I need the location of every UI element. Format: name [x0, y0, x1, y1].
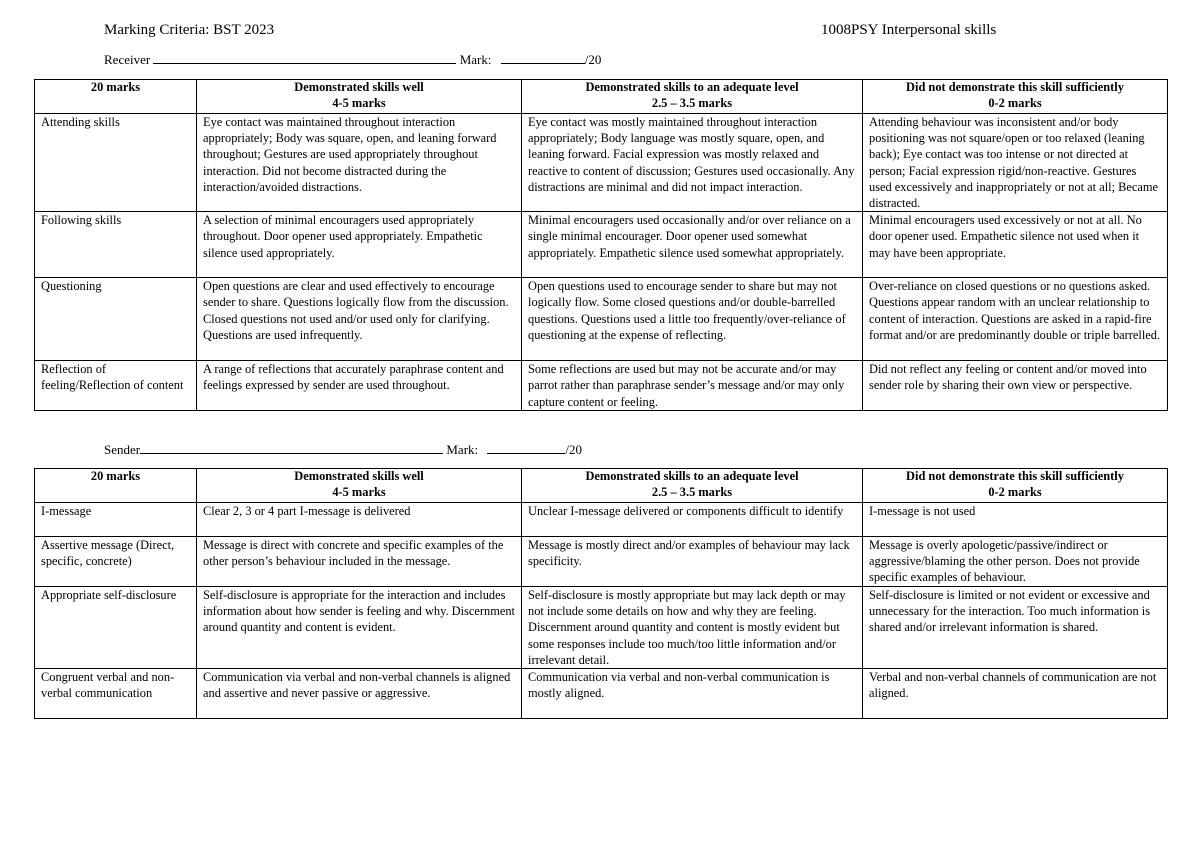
sender-mark-label: Mark: — [446, 442, 479, 457]
skill-cell: Appropriate self-disclosure — [35, 587, 197, 669]
adequate-cell: Some reflections are used but may not be accurate and/or may parrot rather than paraphrase sender’s message and/or may only capture content or feeling. — [522, 361, 863, 411]
sender-rubric-table — [34, 468, 1168, 719]
receiver-mark-field[interactable] — [501, 51, 585, 64]
table-row — [35, 669, 1168, 719]
header-marks: 20 marks — [35, 469, 197, 503]
receiver-rubric-table — [34, 79, 1168, 411]
well-cell: Clear 2, 3 or 4 part I-message is delivered — [197, 503, 522, 537]
receiver-mark-label: Mark: — [459, 52, 492, 67]
insufficient-cell: Verbal and non-verbal channels of communication are not aligned. — [863, 669, 1168, 719]
table-row — [35, 537, 1168, 587]
receiver-mark-line — [104, 51, 601, 68]
header-insufficient: Did not demonstrate this skill sufficiently 0-2 marks — [863, 469, 1168, 503]
table-header-row — [35, 469, 1168, 503]
table-row — [35, 361, 1168, 411]
well-cell: Message is direct with concrete and specific examples of the other person’s behaviour included in the message. — [197, 537, 522, 587]
receiver-label: Receiver — [104, 52, 151, 67]
header-marks: 20 marks — [35, 80, 197, 114]
document-title: Marking Criteria: BST 2023 — [104, 22, 275, 38]
table-row — [35, 587, 1168, 669]
insufficient-cell: Attending behaviour was inconsistent and/or body positioning was not square/open or too relaxed (leaning back); Eye contact was too intense or not directed at person; Facial expression rigid/non-reactive. Gestures used excessively and inappropriately or not at all; Became distracted. — [863, 114, 1168, 212]
skill-cell: I-message — [35, 503, 197, 537]
adequate-cell: Self-disclosure is mostly appropriate but may lack depth or may not include some details on how and why they are feeling. Discernment around quantity and content is mostly evident but some responses include too much/too little information and/or irrelevant detail. — [522, 587, 863, 669]
table-row — [35, 278, 1168, 361]
adequate-cell: Minimal encouragers used occasionally and/or over reliance on a single minimal encourager. Door opener used somewhat appropriately. Empathetic silence used somewhat appropriately. — [522, 212, 863, 278]
well-cell: Open questions are clear and used effectively to encourage sender to share. Questions logically flow from the discussion. Closed questions not used and/or used only for clarifying. Questions are used infrequently. — [197, 278, 522, 361]
insufficient-cell: Did not reflect any feeling or content and/or moved into sender role by sharing their own view or perspective. — [863, 361, 1168, 411]
insufficient-cell: Minimal encouragers used excessively or not at all. No door opener used. Empathetic silence not used when it may have been appropriate. — [863, 212, 1168, 278]
insufficient-cell: Self-disclosure is limited or not evident or excessive and unnecessary for the interaction. Too much information is shared and/or irrelevant information is shared. — [863, 587, 1168, 669]
adequate-cell: Communication via verbal and non-verbal communication is mostly aligned. — [522, 669, 863, 719]
well-cell: Eye contact was maintained throughout interaction appropriately; Body was square, open, and leaning forward throughout; Gestures are used appropriately throughout interaction. Did not become distracted during the interaction/avoided distractions. — [197, 114, 522, 212]
header-adequate: Demonstrated skills to an adequate level 2.5 – 3.5 marks — [522, 80, 863, 114]
well-cell: Self-disclosure is appropriate for the interaction and includes information about how sender is feeling and why. Discernment around quantity and content is evident. — [197, 587, 522, 669]
sender-name-field[interactable] — [140, 441, 443, 454]
insufficient-cell: I-message is not used — [863, 503, 1168, 537]
sender-mark-field[interactable] — [487, 441, 565, 454]
receiver-name-field[interactable] — [153, 51, 456, 64]
adequate-cell: Unclear I-message delivered or components difficult to identify — [522, 503, 863, 537]
header-well: Demonstrated skills well 4-5 marks — [197, 469, 522, 503]
adequate-cell: Open questions used to encourage sender to share but may not logically flow. Some closed questions and/or double-barrelled questions. Questions used a little too frequently/over-reliance of questioning at the expense of reflecting. — [522, 278, 863, 361]
adequate-cell: Eye contact was mostly maintained throughout interaction appropriately; Body language was mostly square, open, and leaning forward. Facial expression was mostly relaxed and reactive to content of discussion; Gestures used occasionally. Any distractions are minimal and did not impact interaction. — [522, 114, 863, 212]
skill-cell: Attending skills — [35, 114, 197, 212]
table-header-row — [35, 80, 1168, 114]
insufficient-cell: Message is overly apologetic/passive/indirect or aggressive/blaming the other person. Does not provide specific examples of behaviour. — [863, 537, 1168, 587]
adequate-cell: Message is mostly direct and/or examples of behaviour may lack specificity. — [522, 537, 863, 587]
sender-mark-total: /20 — [565, 442, 583, 457]
well-cell: A range of reflections that accurately paraphrase content and feelings expressed by sender are used throughout. — [197, 361, 522, 411]
skill-cell: Following skills — [35, 212, 197, 278]
skill-cell: Reflection of feeling/Reflection of content — [35, 361, 197, 411]
skill-cell: Questioning — [35, 278, 197, 361]
well-cell: A selection of minimal encouragers used appropriately throughout. Door opener used appropriately. Empathetic silence used appropriately. — [197, 212, 522, 278]
header-insufficient: Did not demonstrate this skill sufficiently 0-2 marks — [863, 80, 1168, 114]
sender-mark-line — [104, 441, 582, 458]
table-row — [35, 503, 1168, 537]
course-title: 1008PSY Interpersonal skills — [821, 22, 997, 38]
sender-label: Sender — [104, 442, 141, 457]
header-well: Demonstrated skills well 4-5 marks — [197, 80, 522, 114]
insufficient-cell: Over-reliance on closed questions or no questions asked. Questions appear random with an unclear relationship to content of interaction. Questions are asked in a rapid-fire format and/or are predominantly double or triple barrelled. — [863, 278, 1168, 361]
receiver-mark-total: /20 — [584, 52, 602, 67]
table-row — [35, 212, 1168, 278]
well-cell: Communication via verbal and non-verbal channels is aligned and assertive and never passive or aggressive. — [197, 669, 522, 719]
skill-cell: Congruent verbal and non-verbal communication — [35, 669, 197, 719]
header-adequate: Demonstrated skills to an adequate level 2.5 – 3.5 marks — [522, 469, 863, 503]
skill-cell: Assertive message (Direct, specific, concrete) — [35, 537, 197, 587]
table-row — [35, 114, 1168, 212]
